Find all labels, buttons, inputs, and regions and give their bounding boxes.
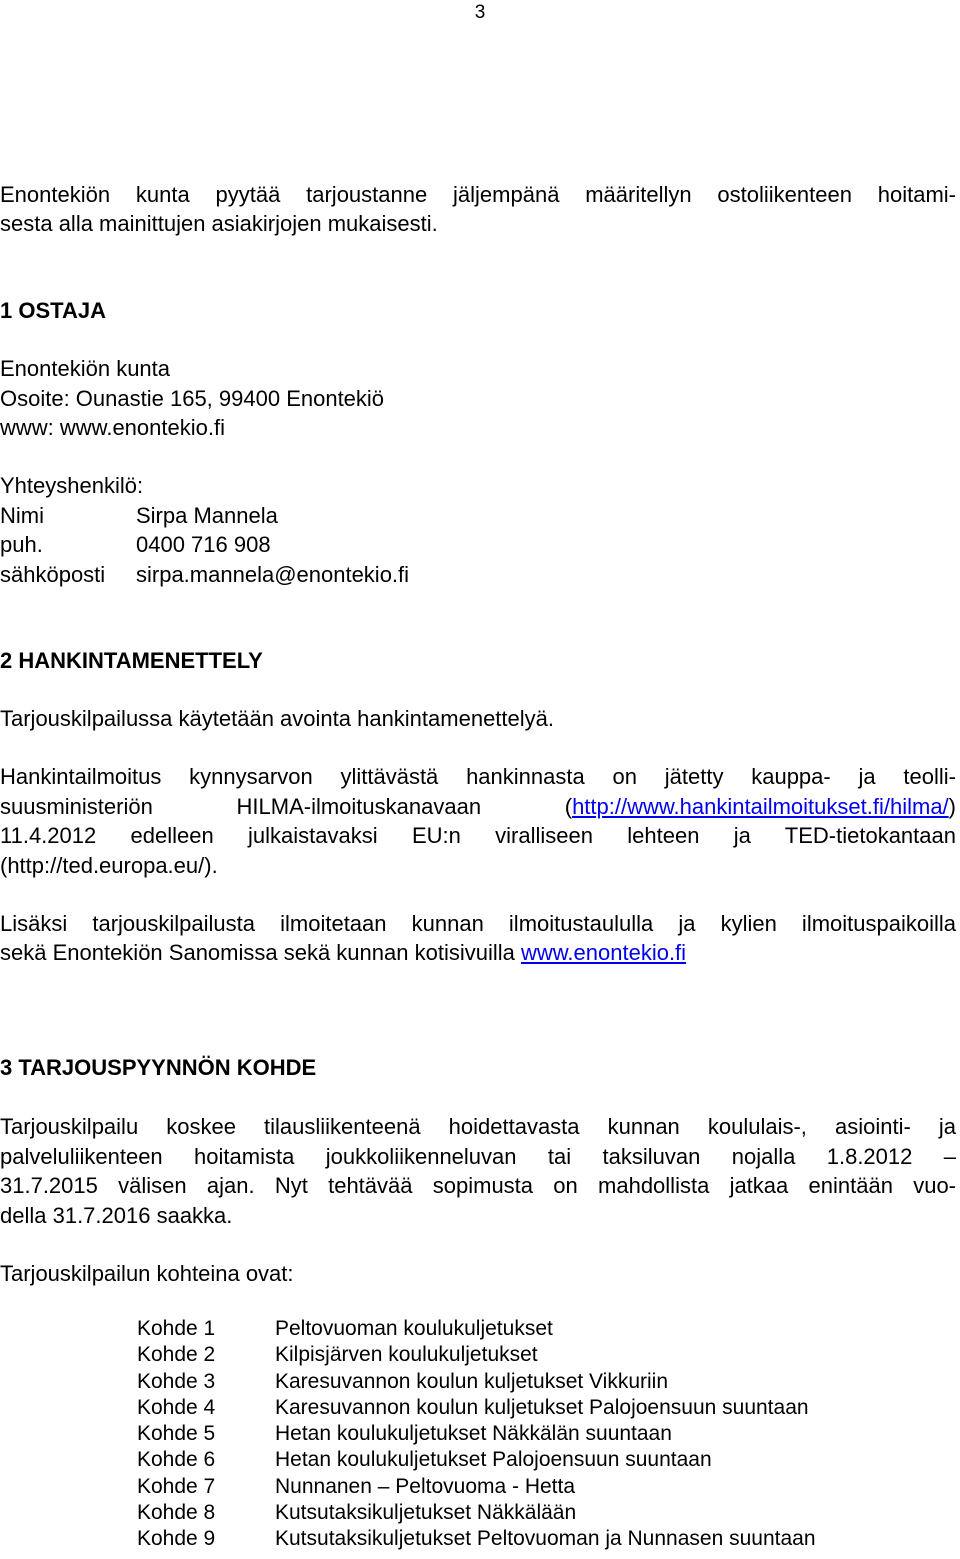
section-1-heading: 1 OSTAJA <box>0 298 106 323</box>
target-label: Kohde 3 <box>137 1369 216 1393</box>
contact-label: sähköposti <box>0 562 106 587</box>
list-item <box>137 1316 816 1342</box>
target-description: Kutsutaksikuljetukset Peltovuoman ja Nunnasen suuntaan <box>275 1527 816 1551</box>
contact-value: Sirpa Mannela <box>136 503 278 528</box>
intro-line-2: sesta alla mainittujen asiakirjojen mukaisesti. <box>0 211 438 236</box>
notice-line-4: (http://ted.europa.eu/). <box>0 853 218 878</box>
target-label: Kohde 9 <box>137 1527 216 1551</box>
list-item <box>137 1447 816 1473</box>
announcement-line-2 <box>0 938 686 968</box>
buyer-address: Osoite: Ounastie 165, 99400 Enontekiö <box>0 386 385 411</box>
hilma-link[interactable]: http://www.hankintailmoitukset.fi/hilma/ <box>572 794 949 819</box>
list-item <box>137 1500 816 1526</box>
procedure-paragraph: Tarjouskilpailussa käytetään avointa hankintamenettelyä. <box>0 706 554 731</box>
target-label: Kohde 5 <box>137 1422 216 1446</box>
target-label: Kohde 7 <box>137 1474 216 1498</box>
notice-text-end: ) <box>948 794 956 819</box>
announcement-text: sekä Enontekiön Sanomissa sekä kunnan kotisivuilla <box>0 940 521 965</box>
enontekio-website-link[interactable]: www.enontekio.fi <box>520 940 687 965</box>
page-number: 3 <box>474 2 486 23</box>
target-description: Kilpisjärven koulukuljetukset <box>275 1343 538 1367</box>
intro-line-1: Enontekiön kunta pyytää tarjoustanne jäljempänä määritellyn ostoliikenteen hoitami- <box>0 182 956 207</box>
targets-list <box>137 1316 816 1553</box>
target-description: Nunnanen – Peltovuoma - Hetta <box>275 1474 576 1498</box>
contact-title: Yhteyshenkilö: <box>0 473 144 498</box>
list-item <box>137 1474 816 1500</box>
subject-line-3: 31.7.2015 välisen ajan. Nyt tehtävää sopimusta on mahdollista jatkaa enintään vuo- <box>0 1173 956 1198</box>
contact-value: 0400 716 908 <box>136 532 271 557</box>
buyer-website: www: www.enontekio.fi <box>0 415 225 440</box>
list-item <box>137 1421 816 1447</box>
target-label: Kohde 2 <box>137 1343 216 1367</box>
target-label: Kohde 8 <box>137 1501 216 1525</box>
notice-line-2 <box>0 792 956 822</box>
target-label: Kohde 4 <box>137 1395 216 1419</box>
target-label: Kohde 1 <box>137 1317 216 1340</box>
target-description: Kutsutaksikuljetukset Näkkälään <box>275 1501 577 1525</box>
contact-row-name <box>0 501 278 531</box>
target-label: Kohde 6 <box>137 1448 216 1472</box>
notice-line-3: 11.4.2012 edelleen julkaistavaksi EU:n viralliseen lehteen ja TED-tietokantaan <box>0 823 956 848</box>
list-item <box>137 1526 816 1552</box>
contact-row-phone <box>0 530 271 560</box>
target-description: Hetan koulukuljetukset Näkkälän suuntaan <box>275 1422 672 1446</box>
list-item <box>137 1369 816 1395</box>
target-description: Peltovuoman koulukuljetukset <box>275 1317 553 1340</box>
subject-line-4: della 31.7.2016 saakka. <box>0 1203 233 1228</box>
target-description: Hetan koulukuljetukset Palojoensuun suuntaan <box>275 1448 712 1472</box>
list-item <box>137 1395 816 1421</box>
buyer-org-name: Enontekiön kunta <box>0 356 171 381</box>
section-3-heading: 3 TARJOUSPYYNNÖN KOHDE <box>0 1055 317 1080</box>
announcement-line-1: Lisäksi tarjouskilpailusta ilmoitetaan kunnan ilmoitustaululla ja kylien ilmoituspaikoilla <box>0 911 956 936</box>
subject-line-1: Tarjouskilpailu koskee tilausliikenteenä hoidettavasta kunnan koululais-, asiointi- ja <box>0 1114 956 1139</box>
subject-line-2: palveluliikenteen hoitamista joukkoliikenneluvan tai taksiluvan nojalla 1.8.2012 – <box>0 1144 956 1169</box>
target-description: Karesuvannon koulun kuljetukset Vikkuriin <box>275 1369 669 1393</box>
contact-row-email <box>0 560 409 590</box>
targets-intro: Tarjouskilpailun kohteina ovat: <box>0 1261 294 1286</box>
contact-label: puh. <box>0 532 43 557</box>
notice-text: suusministeriön HILMA-ilmoituskanavaan ( <box>0 794 573 819</box>
list-item <box>137 1342 816 1368</box>
contact-label: Nimi <box>0 503 44 528</box>
target-description: Karesuvannon koulun kuljetukset Palojoensuun suuntaan <box>275 1395 809 1419</box>
notice-line-1: Hankintailmoitus kynnysarvon ylittävästä hankinnasta on jätetty kauppa- ja teolli- <box>0 764 956 789</box>
contact-value: sirpa.mannela@enontekio.fi <box>136 562 410 587</box>
section-2-heading: 2 HANKINTAMENETTELY <box>0 648 263 673</box>
